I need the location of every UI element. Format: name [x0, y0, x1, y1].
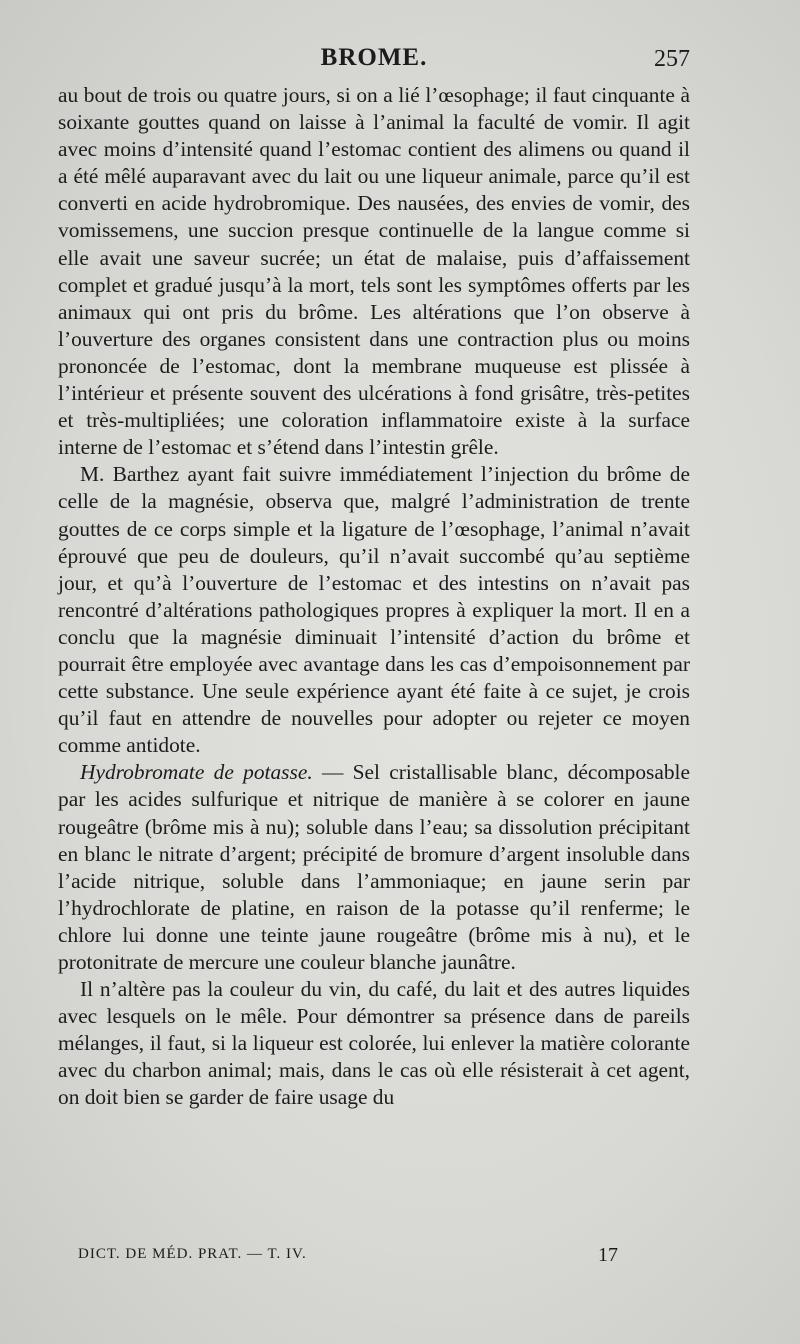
entry-text: — Sel cristallisable blanc, décomposable par les acides sulfurique et nitrique de manière à se colorer en jaune rougeâtre (brôme mis à nu); soluble dans l’eau; sa dissolution précipitant en blanc le nitrate d’argent; précipité de bromure d’argent insoluble dans l’acide nitrique, soluble dans l’ammoniaque; en jaune serin par l’hydrochlorate de platine, en raison de la potasse qu’il renferme; le chlore lui donne une teinte jaune rougeâtre (brôme mis à nu), et le protonitrate de mercure une couleur blanche jaunâtre.: [58, 760, 690, 974]
page-header: [58, 44, 690, 84]
page-number: 257: [654, 46, 690, 72]
entry-heading: Hydrobromate de potasse.: [80, 760, 313, 785]
paragraph-barthez: M. Barthez ayant fait suivre immédiatement l’injection du brôme de celle de la magnésie, observa que, malgré l’administration de trente gouttes de ce corps simple et la ligature de l’œsophage, l’animal n’avait éprouvé que peu de douleurs, qu’il n’avait succombé qu’au septième jour, et qu’à l’ouverture de l’estomac et des intestins on n’avait pas rencontré d’altérations pathologiques propres à expliquer la mort. Il en a conclu que la magnésie diminuait l’intensité d’action du brôme et pourrait être employée avec avantage dans les cas d’empoisonnement par cette substance. Une seule expérience ayant été faite à ce sujet, je crois qu’il faut en attendre de nouvelles pour adopter ou rejeter ce moyen comme antidote.: [58, 462, 690, 758]
paragraph-hydrobromate: [58, 759, 690, 976]
page-footer: [78, 1246, 618, 1276]
paragraph-last: Il n’altère pas la couleur du vin, du café, du lait et des autres liquides avec lesquels on le mêle. Pour démontrer sa présence dans de pareils mélanges, il faut, si la liqueur est colorée, lui enlever la matière colorante avec du charbon animal; mais, dans le cas où elle résisterait à cet agent, on doit bien se garder de faire usage du: [58, 977, 690, 1110]
signature-mark: DICT. DE MÉD. PRAT. — T. IV.: [78, 1246, 307, 1262]
running-title: BROME.: [320, 44, 428, 71]
sheet-number: 17: [598, 1244, 618, 1266]
page-body: [58, 82, 690, 1112]
paragraph-continued: au bout de trois ou quatre jours, si on a lié l’œsophage; il faut cinquante à soixante gouttes quand on laisse à l’animal la faculté de vomir. Il agit avec moins d’intensité quand l’estomac contient des alimens ou quand il a été mêlé auparavant avec du lait ou une liqueur animale, parce qu’il est converti en acide hydrobromique. Des nausées, des envies de vomir, des vomissemens, une succion presque continuelle de la langue comme si elle avait une saveur sucrée; un état de malaise, puis d’affaissement complet et gradué jusqu’à la mort, tels sont les symptômes offerts par les animaux qui ont pris du brôme. Les altérations que l’on observe à l’ouverture des organes consistent dans une contraction plus ou moins prononcée de l’estomac, dont la membrane muqueuse est plissée à l’intérieur et présente souvent des ulcérations à fond grisâtre, très-petites et très-multipliées; une coloration inflammatoire existe à la surface interne de l’estomac et s’étend dans l’intestin grêle.: [58, 83, 690, 460]
